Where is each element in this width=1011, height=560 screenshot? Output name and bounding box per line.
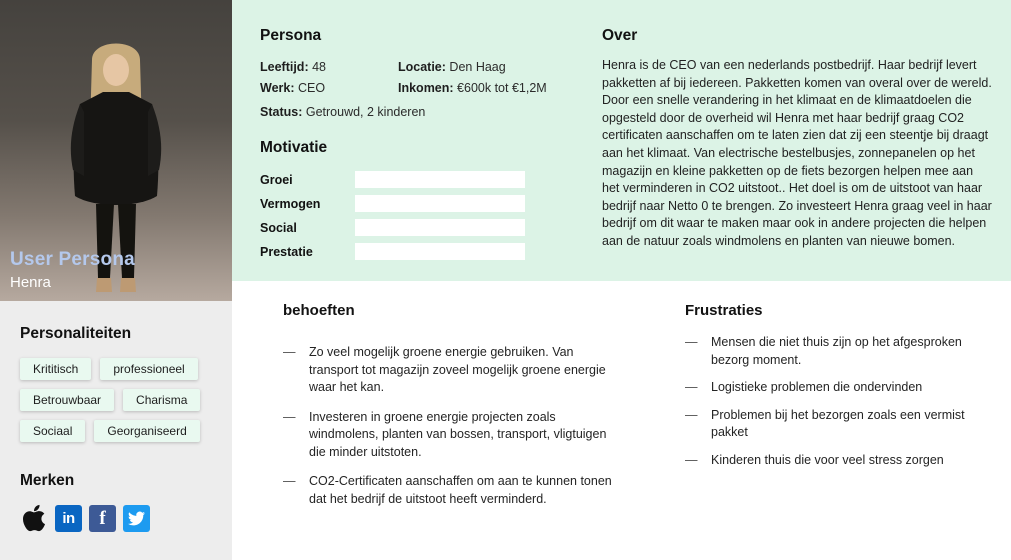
detail-value: CEO [298, 81, 326, 95]
persona-details [260, 60, 575, 119]
motivatie-bar-social [260, 219, 575, 236]
detail-locatie [398, 60, 575, 74]
dash-bullet [685, 407, 711, 442]
bar-track [355, 243, 525, 260]
detail-status [260, 105, 575, 119]
list-item-text: Kinderen thuis die voor veel stress zorgen [711, 452, 944, 467]
detail-werk [260, 81, 398, 95]
page-title: User Persona [10, 249, 135, 270]
frustraties-section [685, 302, 1003, 479]
dash-bullet [685, 334, 711, 369]
detail-value: Den Haag [449, 60, 506, 74]
detail-label: Status: [260, 105, 303, 119]
motivatie-heading: Motivatie [260, 139, 328, 156]
detail-value: 48 [312, 60, 326, 74]
bar-track [355, 195, 525, 212]
dash-bullet [685, 379, 711, 397]
bar-label: Vermogen [260, 196, 321, 211]
twitter-icon[interactable] [123, 505, 150, 532]
detail-label: Leeftijd: [260, 60, 309, 74]
list-item-text: Problemen bij het bezorgen zoals een vermist pakket [711, 407, 965, 439]
personality-tag: Krititisch [20, 358, 91, 380]
brand-icons [20, 503, 212, 533]
list-item-text: Logistieke problemen die ondervinden [711, 380, 923, 394]
linkedin-icon[interactable] [55, 505, 82, 532]
frustraties-list [685, 334, 1003, 469]
personality-tag: Betrouwbaar [20, 389, 114, 411]
detail-label: Locatie: [398, 60, 446, 74]
linkedin-glyph: in [62, 509, 75, 527]
personalities-heading: Personaliteiten [20, 325, 132, 342]
list-item [685, 334, 1003, 369]
persona-details-column [260, 27, 575, 267]
bar-track [355, 171, 525, 188]
detail-label: Inkomen: [398, 81, 454, 95]
list-item [685, 452, 1003, 470]
list-item [283, 344, 618, 397]
list-item [685, 379, 1003, 397]
facebook-icon[interactable] [89, 505, 116, 532]
apple-icon[interactable] [20, 503, 48, 533]
bar-track [355, 219, 525, 236]
persona-photo [0, 0, 232, 301]
photo-caption [10, 249, 135, 291]
personality-tag: Georganiseerd [94, 420, 199, 442]
bar-label: Groei [260, 172, 293, 187]
detail-label: Werk: [260, 81, 295, 95]
persona-info-panel [232, 0, 1011, 281]
motivatie-bar-vermogen [260, 195, 575, 212]
facebook-glyph: f [99, 508, 106, 529]
behoeften-heading: behoeften [283, 302, 355, 319]
sidebar-body [0, 301, 232, 533]
list-item-text: Investeren in groene energie projecten zoals windmolens, planten van bossen, transport, vligtuigen die minder uitstoten. [309, 409, 607, 459]
list-item-text: CO2-Certificaten aanschaffen om aan te kunnen tonen dat het bedrijf de uitstoot heeft verminderd. [309, 474, 612, 506]
frustraties-heading: Frustraties [685, 302, 763, 319]
bar-label: Social [260, 220, 297, 235]
detail-leeftijd [260, 60, 398, 74]
dash-bullet [283, 409, 309, 462]
list-item [685, 407, 1003, 442]
detail-value: €600k tot €1,2M [457, 81, 547, 95]
motivatie-bar-groei [260, 171, 575, 188]
personality-tag: professioneel [100, 358, 197, 380]
over-column [602, 27, 992, 251]
list-item [283, 473, 618, 508]
persona-heading: Persona [260, 27, 322, 44]
motivatie-bar-prestatie [260, 243, 575, 260]
detail-value: Getrouwd, 2 kinderen [305, 105, 426, 119]
detail-inkomen [398, 81, 575, 95]
list-item-text: Zo veel mogelijk groene energie gebruiken. Van transport tot magazijn zoveel mogelijk groene energie waar het kan. [309, 345, 606, 394]
behoeften-section [283, 302, 618, 520]
dash-bullet [283, 344, 309, 397]
brands-heading: Merken [20, 472, 75, 489]
behoeften-list [283, 344, 618, 508]
dash-bullet [685, 452, 711, 470]
list-item [283, 409, 618, 462]
personality-tag: Charisma [123, 389, 200, 411]
personality-tags [20, 358, 212, 442]
motivatie-bars [260, 171, 575, 260]
personality-tag: Sociaal [20, 420, 85, 442]
persona-name: Henra [10, 274, 51, 291]
brands-section [20, 472, 212, 533]
bar-label: Prestatie [260, 244, 313, 259]
list-item-text: Mensen die niet thuis zijn op het afgesproken bezorg moment. [711, 335, 962, 367]
sidebar [0, 0, 232, 560]
over-text: Henra is de CEO van een nederlands postbedrijf. Haar bedrijf levert pakketten af bij iedereen. Pakketten komen van overal over de wereld. Door een snelle verandering in het klimaat en de klimaatdoelen die opgesteld door de overheid wil Henra met haar bedrijf graag CO2 certificaten aanschaffen om te laten zien dat zij een steentje bij draagt aan het klimaat. Van electrische bestelbusjes, zonnepanelen op het magazijn en kleine pakketten op de fiets bezorgen helpen mee aan het verminderen in CO2 uitstoot.. Het doel is om de uitstoot van haar bedrijf naar Netto 0 te brengen. Zo investeert Henra graag veel in haar bedrijf om dit waar te maken maar ook in andere projecten die helpen aan de natuur zoals windmolens en planten van nieuwe bomen. [602, 58, 992, 248]
over-heading: Over [602, 27, 638, 44]
dash-bullet [283, 473, 309, 508]
